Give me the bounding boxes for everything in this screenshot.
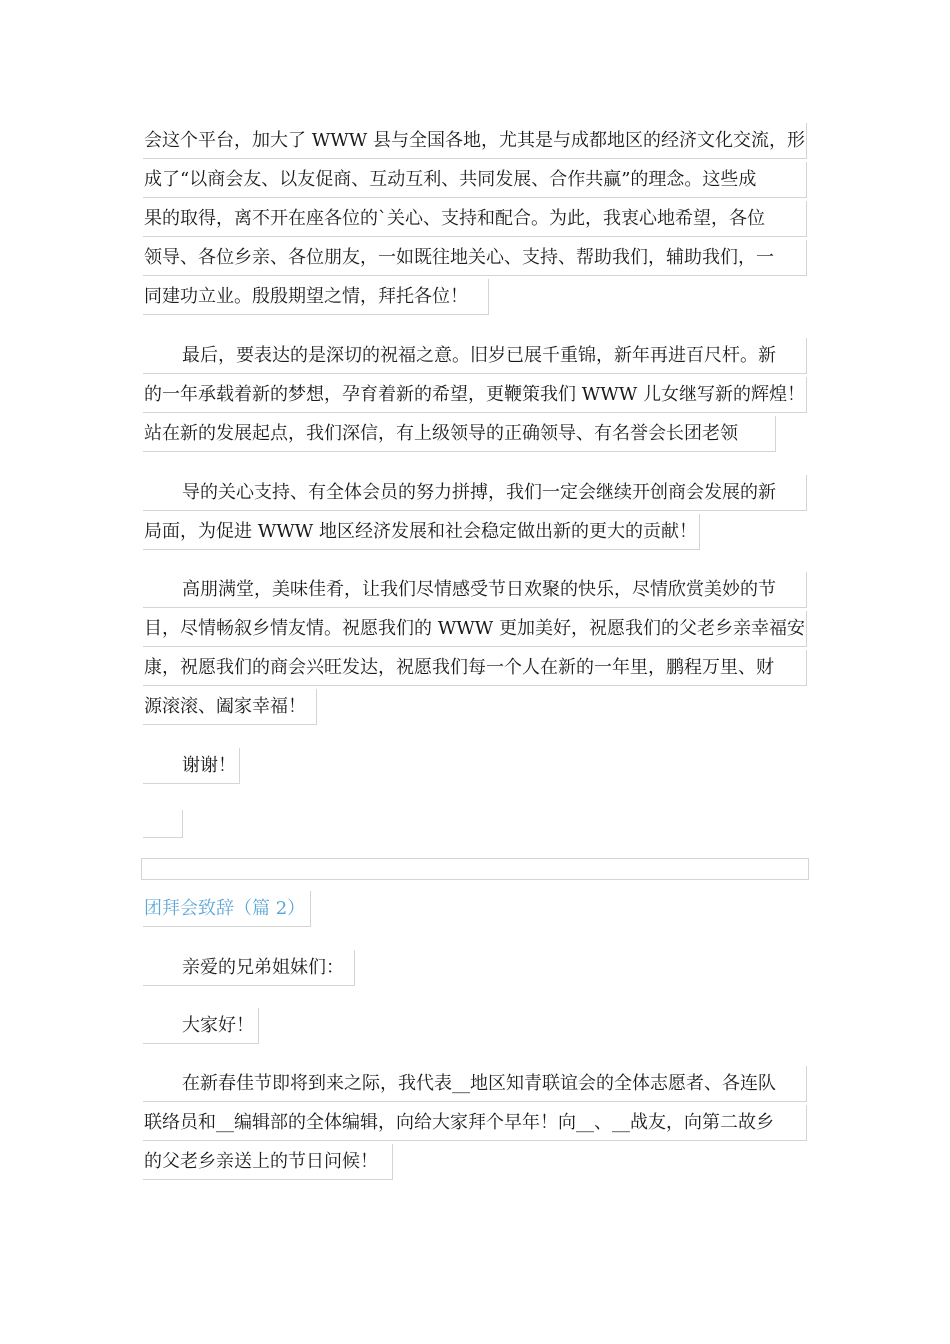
section-2-hello: 大家好！ — [143, 1008, 259, 1044]
section-2-line-2: 联络员和__编辑部的全体编辑，向给大家拜个早年！向__、__战友，向第二故乡 — [143, 1105, 807, 1141]
paragraph-2-line-1: 最后，要表达的是深切的祝福之意。旧岁已展千重锦，新年再进百尺杆。新 — [143, 338, 807, 374]
paragraph-1-line-3: 果的取得，离不开在座各位的`关心、支持和配合。为此，我衷心地希望，各位 — [143, 201, 807, 237]
thanks-line: 谢谢！ — [143, 748, 240, 784]
paragraph-3-line-2: 局面，为促进 WWW 地区经济发展和社会稳定做出新的更大的贡献！ — [143, 514, 700, 550]
section-divider-box — [141, 858, 809, 880]
paragraph-1-line-1: 会这个平台，加大了 WWW 县与全国各地，尤其是与成都地区的经济文化交流，形 — [143, 123, 807, 159]
paragraph-4-line-4: 源滚滚、阖家幸福！ — [143, 689, 317, 725]
section-2-line-1: 在新春佳节即将到来之际，我代表__地区知青联谊会的全体志愿者、各连队 — [143, 1066, 807, 1102]
section-2-title: 团拜会致辞（篇 2） — [143, 891, 311, 927]
paragraph-1-line-5: 同建功立业。殷殷期望之情，拜托各位！ — [143, 279, 489, 315]
paragraph-4-line-2: 目，尽情畅叙乡情友情。祝愿我们的 WWW 更加美好，祝愿我们的父老乡亲幸福安 — [143, 611, 807, 647]
paragraph-2-line-3: 站在新的发展起点，我们深信，有上级领导的正确领导、有名誉会长团老领 — [143, 416, 776, 452]
paragraph-1-line-2: 成了“以商会友、以友促商、互动互利、共同发展、合作共赢”的理念。这些成 — [143, 162, 807, 198]
paragraph-2-line-2: 的一年承载着新的梦想，孕育着新的希望，更鞭策我们 WWW 儿女继写新的辉煌！ — [143, 377, 807, 413]
section-2-greeting: 亲爱的兄弟姐妹们： — [143, 950, 355, 986]
paragraph-1-line-4: 领导、各位乡亲、各位朋友，一如既往地关心、支持、帮助我们，辅助我们，一 — [143, 240, 807, 276]
paragraph-3-line-1: 导的关心支持、有全体会员的努力拼搏，我们一定会继续开创商会发展的新 — [143, 475, 807, 511]
empty-text-box — [143, 810, 183, 838]
paragraph-4-line-3: 康，祝愿我们的商会兴旺发达，祝愿我们每一个人在新的一年里，鹏程万里、财 — [143, 650, 807, 686]
section-2-line-3: 的父老乡亲送上的节日问候！ — [143, 1144, 393, 1180]
paragraph-4-line-1: 高朋满堂，美味佳肴，让我们尽情感受节日欢聚的快乐，尽情欣赏美妙的节 — [143, 572, 807, 608]
